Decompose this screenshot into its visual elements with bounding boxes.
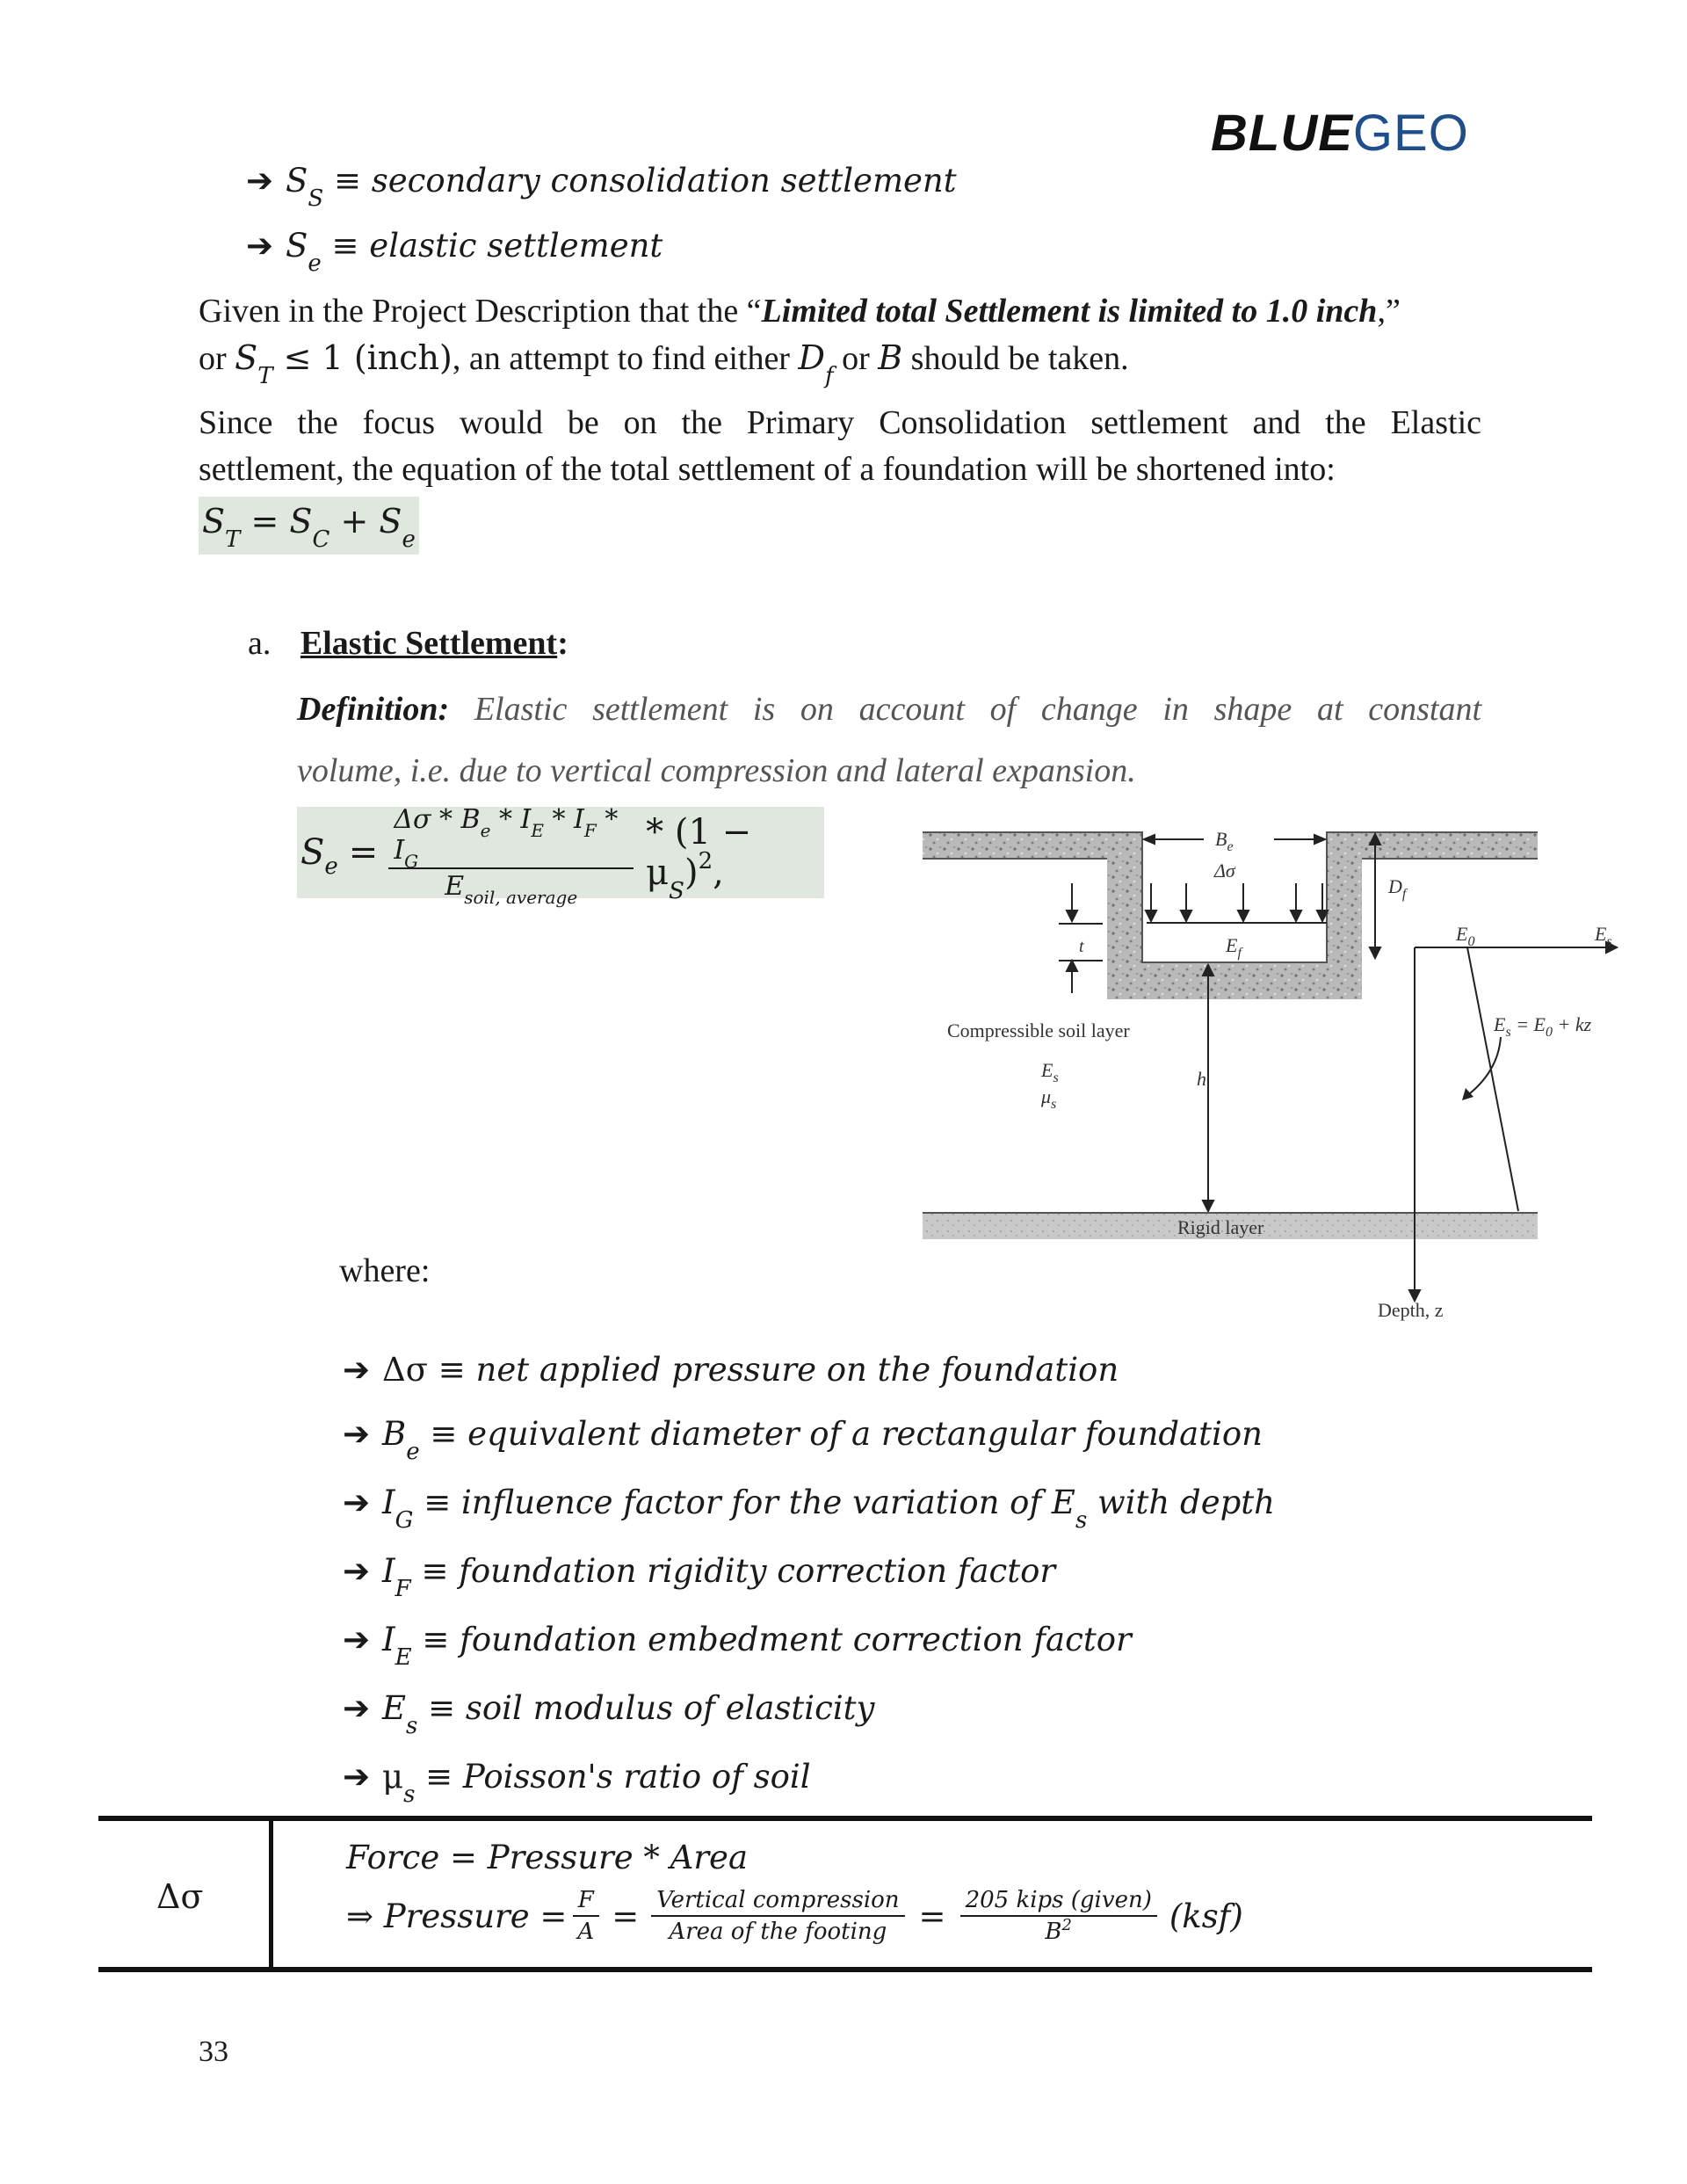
arrow-icon: ➔ [343,1621,371,1658]
table-row-label: Δσ [156,1877,204,1916]
modulus-axes [1409,942,1617,1301]
label-compressible-soil-layer: Compressible soil layer [947,1019,1130,1041]
definition-bullet-list [343,1338,1275,1813]
bullet-be: ➔ $B_e$ ≡ equivalent diameter of a rectangular foundation [343,1415,1263,1465]
pressure-equation: ⇒ Pressure = $\frac{F}{A}$ = $\frac{\text{Vertical compression}}{\text{Area of the footing}}$ = $\frac{\text{205 kips (given)}}{B^2}$ (ksf) [346,1887,1243,1945]
label-depth-z: Depth, z [1378,1299,1444,1321]
bullet-ie: ➔ $I_E$ ≡ foundation embedment correction factor [343,1621,1132,1671]
arrow-icon: ➔ [343,1415,371,1453]
label-t: t [1079,937,1084,956]
be-dimension [1144,835,1325,844]
label-h: h [1197,1068,1206,1090]
table-top-border [98,1816,1592,1821]
label-df: $D_f$ [1388,875,1407,902]
section-a-heading: a. Elastic Settlement: [248,625,568,662]
elastic-settlement-figure [914,817,1652,1336]
page-number: 33 [199,2035,228,2068]
label-rigid-layer: Rigid layer [1177,1216,1264,1238]
label-mu-soil: $\mu_s$ [1041,1085,1057,1112]
arrow-icon: ➔ [246,227,274,265]
pressure-arrows [1146,883,1328,923]
bullet-mu: ➔ $\mu_s$ ≡ Poisson's ratio of soil [343,1758,811,1808]
arrow-icon: ➔ [343,1351,371,1389]
arrow-icon: ➔ [343,1758,371,1796]
se-fraction: $\frac{\Delta\sigma * B_e * I_E * I_F * I_G}{E_{soil, average}}$ [388,804,634,902]
table-column-divider [269,1818,273,1969]
bluegeo-logo: BLUEGEO [1211,105,1469,162]
force-equation: Force = Pressure * Area [346,1839,749,1876]
table-bottom-border [98,1967,1592,1972]
arrow-icon: ➔ [246,162,274,200]
elastic-settlement-equation: S e = $\frac{\Delta\sigma * B_e * I_E * I_F * I_G}{E_{soil, average}}$ * $(1 - \mu_S)^2$, [297,807,824,898]
bullet-ig: ➔ $I_G$ ≡ influence factor for the variation of $E_s$ with depth [343,1484,1275,1534]
bullet-delta-sigma: ➔ Δσ ≡ net applied pressure on the foundation [343,1351,1119,1389]
label-es-equation: $E_s = E_0$ + kz [1494,1013,1592,1040]
bullet-secondary-consolidation: ➔ $S_S$ ≡ secondary consolidation settlement [246,162,957,212]
label-e0: $E_0$ [1456,923,1475,949]
paragraph-focus: Since the focus would be on the Primary Consolidation settlement and the Elastic settlement, the equation of the total settlement of a foundation will be shortened into: [199,404,1481,489]
label-es-soil: $E_s$ [1041,1059,1059,1085]
label-delta-sigma: Δσ [1214,860,1235,882]
label-es-axis: $E_s$ [1595,923,1612,949]
label-be: $B_e$ [1215,828,1234,854]
where-label: where: [339,1252,431,1289]
label-ef: $E_f$ [1226,934,1242,961]
arrow-icon: ➔ [343,1484,371,1521]
bullet-es: ➔ $E_s$ ≡ soil modulus of elasticity [343,1689,875,1739]
arrow-icon: ➔ [343,1552,371,1590]
fraction-vertical-compression: $\frac{\text{Vertical compression}}{\text{Area of the footing}}$ [651,1887,904,1945]
arrow-icon: ➔ [343,1689,371,1727]
fraction-kips-over-b2: $\frac{\text{205 kips (given)}}{B^2}$ [960,1887,1157,1945]
bullet-elastic-settlement: ➔ $S_e$ ≡ elastic settlement [246,227,663,277]
es-pointer-arrow [1466,1037,1501,1097]
fraction-f-over-a: $\frac{F}{A}$ [572,1887,599,1945]
total-settlement-equation: $S_T = S_C + S_e$ [199,497,419,555]
definition-paragraph: Definition: Elastic settlement is on account of change in shape at constant volume, i.e. due to vertical compression and lateral expansion. [297,691,1481,789]
bullet-if: ➔ $I_F$ ≡ foundation rigidity correction factor [343,1552,1056,1602]
paragraph-project-description: Given in the Project Description that the “Limited total Settlement is limited to 1.0 inch,” or $S_T \le 1$ (inch), an attempt to find either $D_f$ or B should be taken. [199,293,1401,390]
